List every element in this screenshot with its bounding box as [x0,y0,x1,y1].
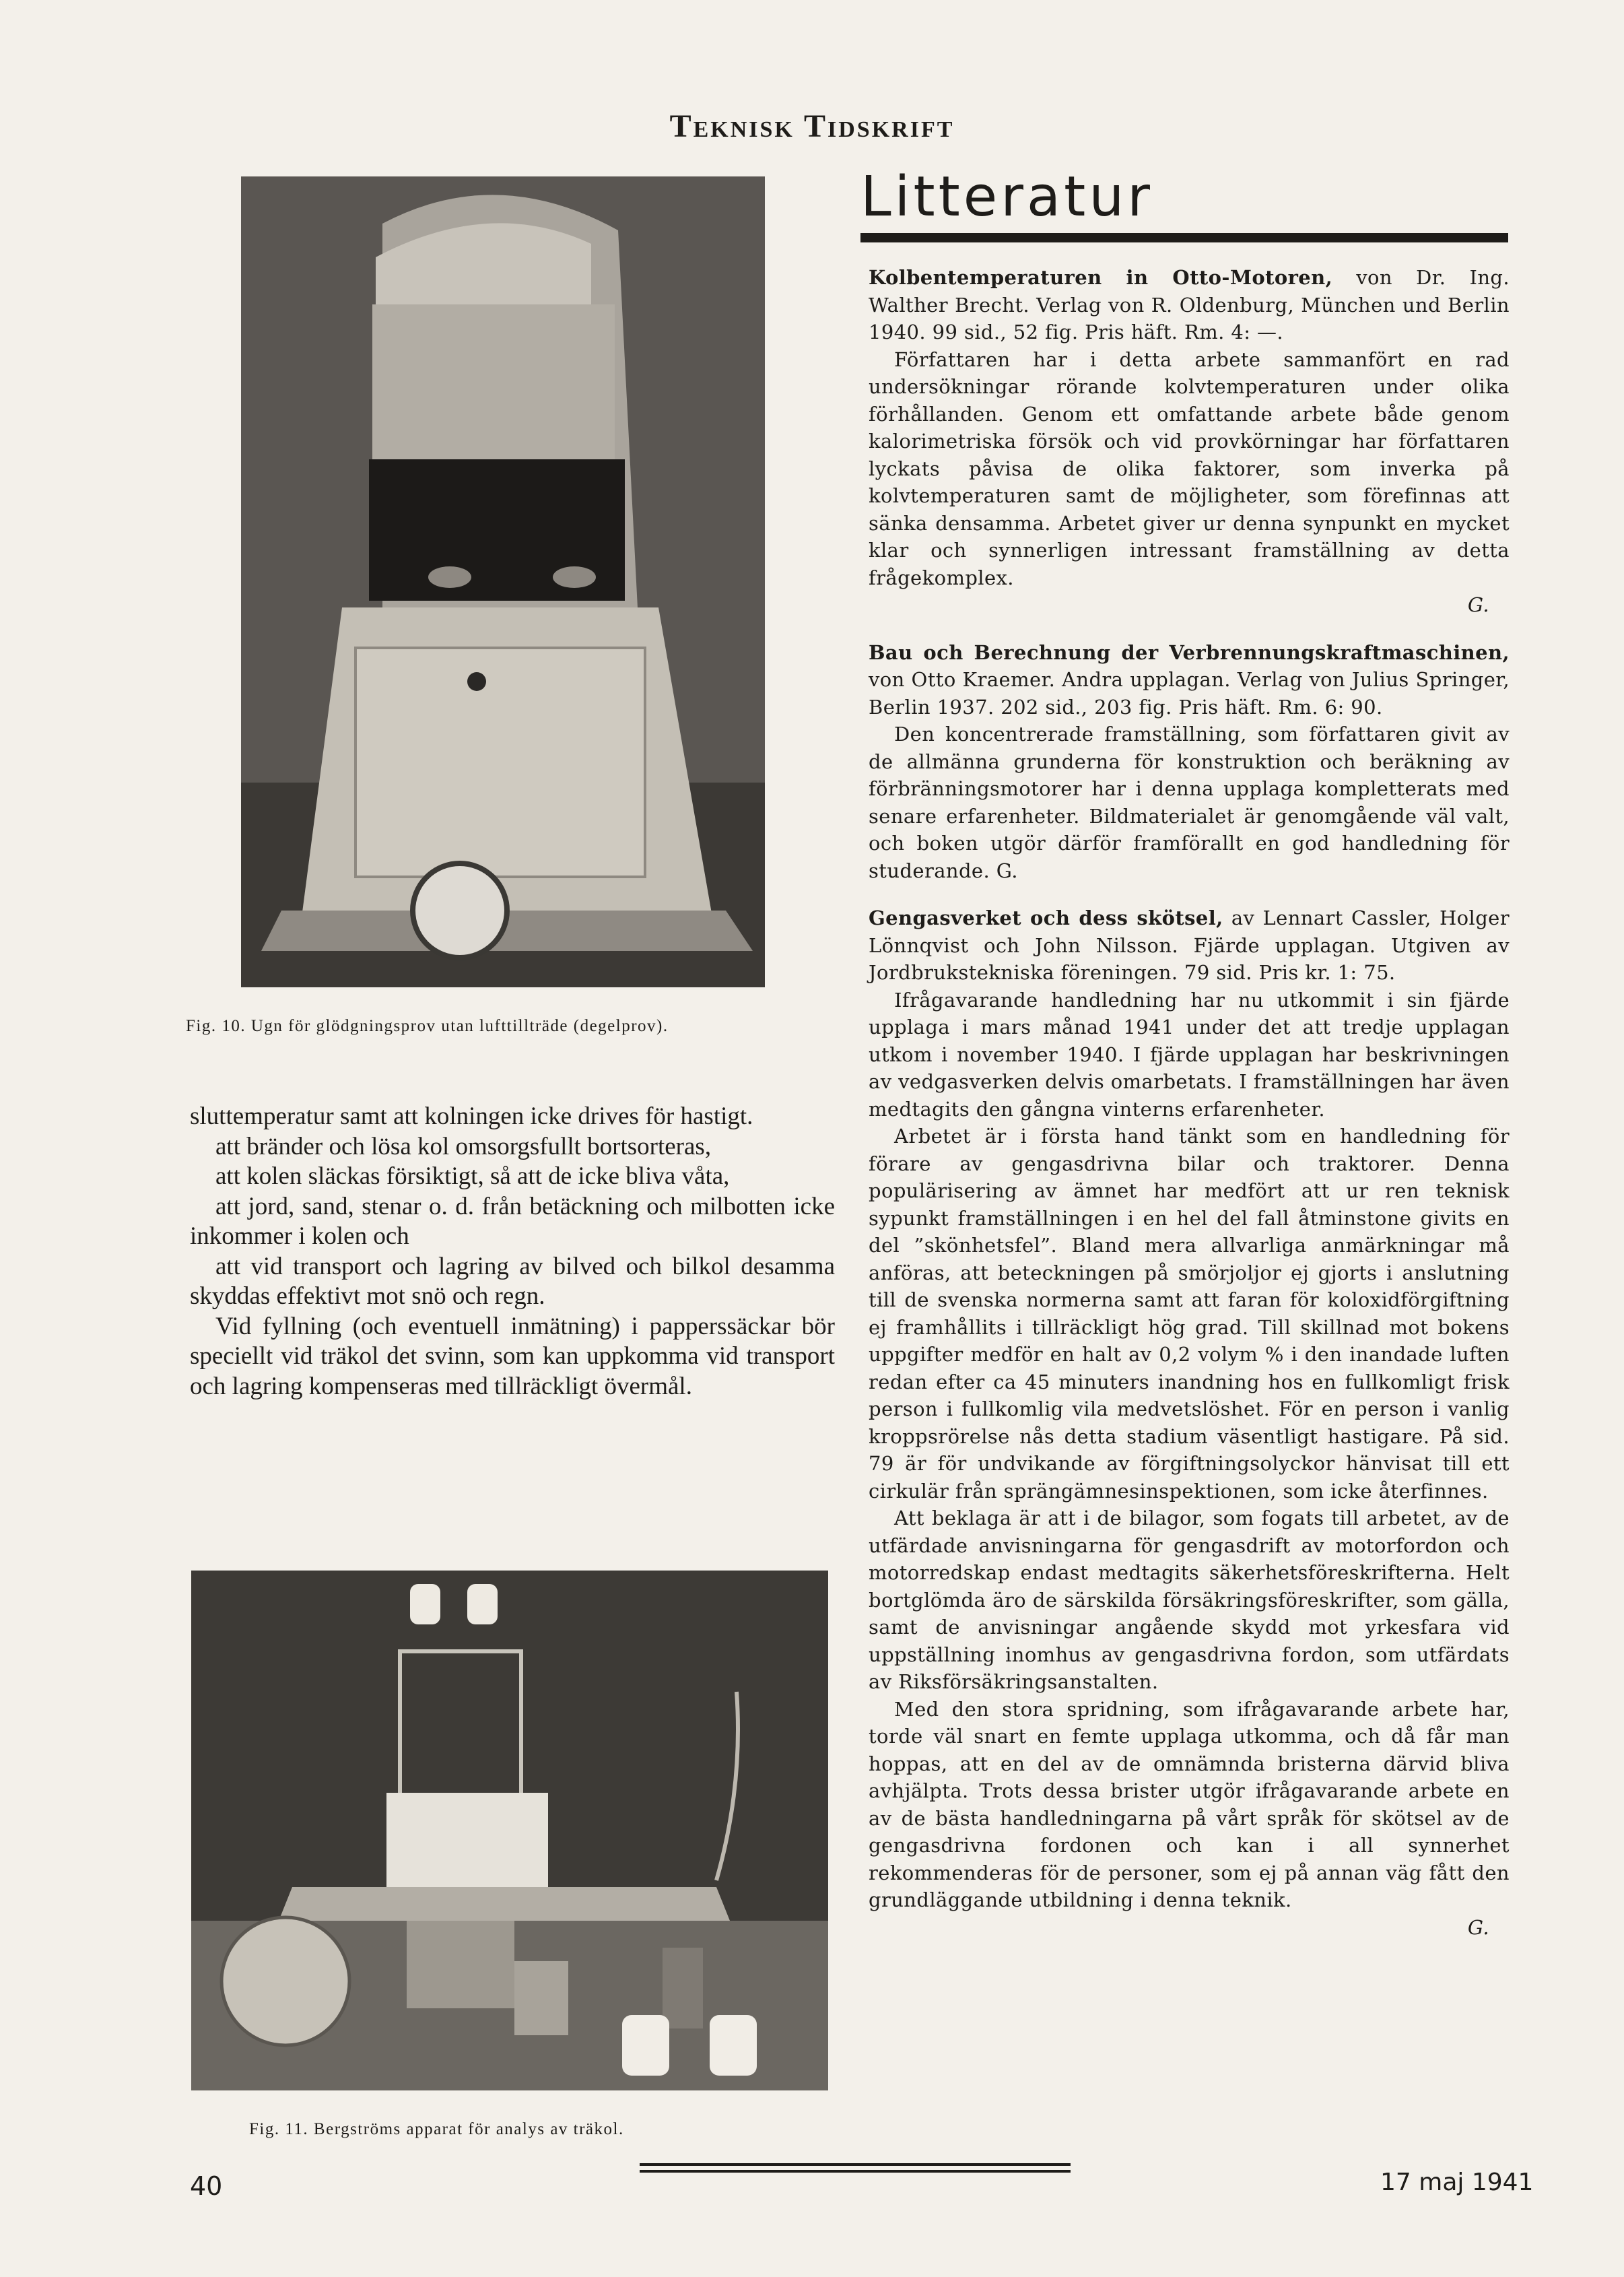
left-paragraph: att bränder och lösa kol omsorgsfullt bortsorteras, [215,1132,712,1160]
journal-title: Teknisk Tidskrift [669,108,955,144]
review-entry-1 [869,264,1510,619]
review-paragraph: Den koncentrerade framställning, som författaren givit av de allmänna grunderna för konstruktion och beräkning av förbränningsmotorer har i denna upplaga kompletterats med senare erfarenheter. Bildmaterialet är genomgående väl valt, och boken utgör därför framförallt en god handledning för studerande. G. [869,723,1510,882]
review-biblio: von Dr. Ing. Walther Brecht. Verlag von R. Oldenburg, München und Berlin 1940. 99 sid., 52 fig. Pris häft. Rm. 4: —. [869,266,1510,343]
section-title: Litteratur [860,165,1154,229]
review-biblio: av Lennart Cassler, Holger Lönnqvist och John Nilsson. Fjärde upplagan. Utgiven av Jordbrukstekniska föreningen. 79 sid. Pris kr. 1: 75. [869,906,1510,984]
left-column-text [190,1102,835,1401]
review-title: Gengasverket och dess skötsel, [869,906,1223,929]
footer-rule-top [640,2163,1071,2166]
review-title: Kolbentemperaturen in Otto-Motoren, [869,266,1333,289]
review-entry-2 [869,639,1510,885]
review-title: Bau och Berechnung der Verbrennungskraftmaschinen, [869,640,1510,664]
left-paragraph: att kolen släckas försiktigt, så att de icke bliva våta, [215,1162,730,1190]
review-signature: G. [1467,1915,1489,1939]
review-paragraph: Ifrågavarande handledning har nu utkommit i sin fjärde upplaga i mars månad 1941 under det att tredje upplagan utkom i november 1940. I fjärde upplagan har beskrivningen av vedgasverken delvis omarbetats. I framställningen har även medtagits den gångna vinterns erfarenheter. [869,988,1510,1121]
left-paragraph: Vid fyllning (och eventuell inmätning) i papperssäckar bör speciellt vid träkol det svinn, som kan uppkomma vid transport och lagring kompenseras med tillräckligt övermål. [190,1312,835,1400]
figure-11-photo [191,1571,828,2090]
review-paragraph: Arbetet är i första hand tänkt som en handledning för förare av gengasdrivna bilar och traktorer. Denna populärisering av ämnet har medfört att ur ren teknisk sypunkt framställningen i en hel del fall åtminstone givits en del ”skönhetsfel”. Bland mera allvarliga anmärkningar må anföras, att beteckningen på smörjoljor ej gjorts i anslutning till de svenska normerna samt att faran för koloxidförgiftning ej framhållits i tillräckligt hög grad. Till skillnad mot bokens uppgifter medför en halt av 0,2 volym % i den inandade luften redan efter ca 45 minuters inandning hos en fullkomligt frisk person i fullkomlig vila medvetslöshet. För en person i vanlig kroppsrörelse nås detta stadium väsentligt hastigare. På sid. 79 är för undvikande av förgiftningsolyckor hänvisat till ett cirkulär från sprängämnesinspektionen, som icke återfinnes. [869,1125,1510,1503]
right-column-reviews [869,264,1510,1941]
review-signature: G. [1467,593,1489,616]
left-paragraph: sluttemperatur samt att kolningen icke drives för hastigt. [190,1102,753,1130]
review-paragraph: Att beklaga är att i de bilagor, som fogats till arbetet, av de utfärdade anvisningarna för gengasdrift av motorfordon och motorredskap endast medtagits säkerhetsföreskrifterna. Helt bortglömda äro de särskilda försäkringsföreskrifter, som gälla, samt de anvisningar angående skydd mot yrkesfara vid uppställning inomhus av gengasdrivna fordon, som utfärdats av Riksförsäkringsanstalten. [869,1507,1510,1693]
figure-11-caption: Fig. 11. Bergströms apparat för analys av träkol. [249,2120,624,2138]
figure-10-photo [241,176,765,987]
figure-10-caption: Fig. 10. Ugn för glödgningsprov utan lufttillträde (degelprov). [186,1017,669,1035]
review-biblio: von Otto Kraemer. Andra upplagan. Verlag von Julius Springer, Berlin 1937. 202 sid., 203 fig. Pris häft. Rm. 6: 90. [869,668,1510,719]
review-entry-3 [869,904,1510,1941]
left-paragraph: att jord, sand, stenar o. d. från betäckning och milbotten icke inkommer i kolen och [190,1192,835,1250]
review-paragraph: Författaren har i detta arbete sammanfört en rad undersökningar rörande kolvtemperaturen under olika förhållanden. Genom ett omfattande arbete både genom kalorimetriska försök och vid provkörningar har författaren lyckats påvisa de olika faktorer, som inverka på kolvtemperaturen samt de möjligheter, som förefinnas att sänka densamma. Arbetet giver ur denna synpunkt en mycket klar och synnerligen intressant framställning av detta frågekomplex. [869,348,1510,589]
review-paragraph: Med den stora spridning, som ifrågavarande arbete har, torde väl snart en femte upplaga utkomma, och då får man hoppas, att en del av de omnämnda bristerna därvid bliva avhjälpta. Trots dessa brister utgör ifrågavarande arbete en av de bästa handledningarna på vårt språk för skötsel av de gengasdrivna fordonen och kan i all synnerhet rekommenderas för de personer, som ej på annan väg fått den grundläggande utbildning i denna teknik. [869,1697,1510,1911]
page-number: 40 [190,2171,223,2201]
left-paragraph: att vid transport och lagring av bilved och bilkol desamma skyddas effektivt mot snö och regn. [190,1252,835,1310]
section-title-rule [860,233,1508,242]
issue-date: 17 maj 1941 [1380,2169,1534,2196]
footer-rule-bottom [640,2170,1071,2173]
